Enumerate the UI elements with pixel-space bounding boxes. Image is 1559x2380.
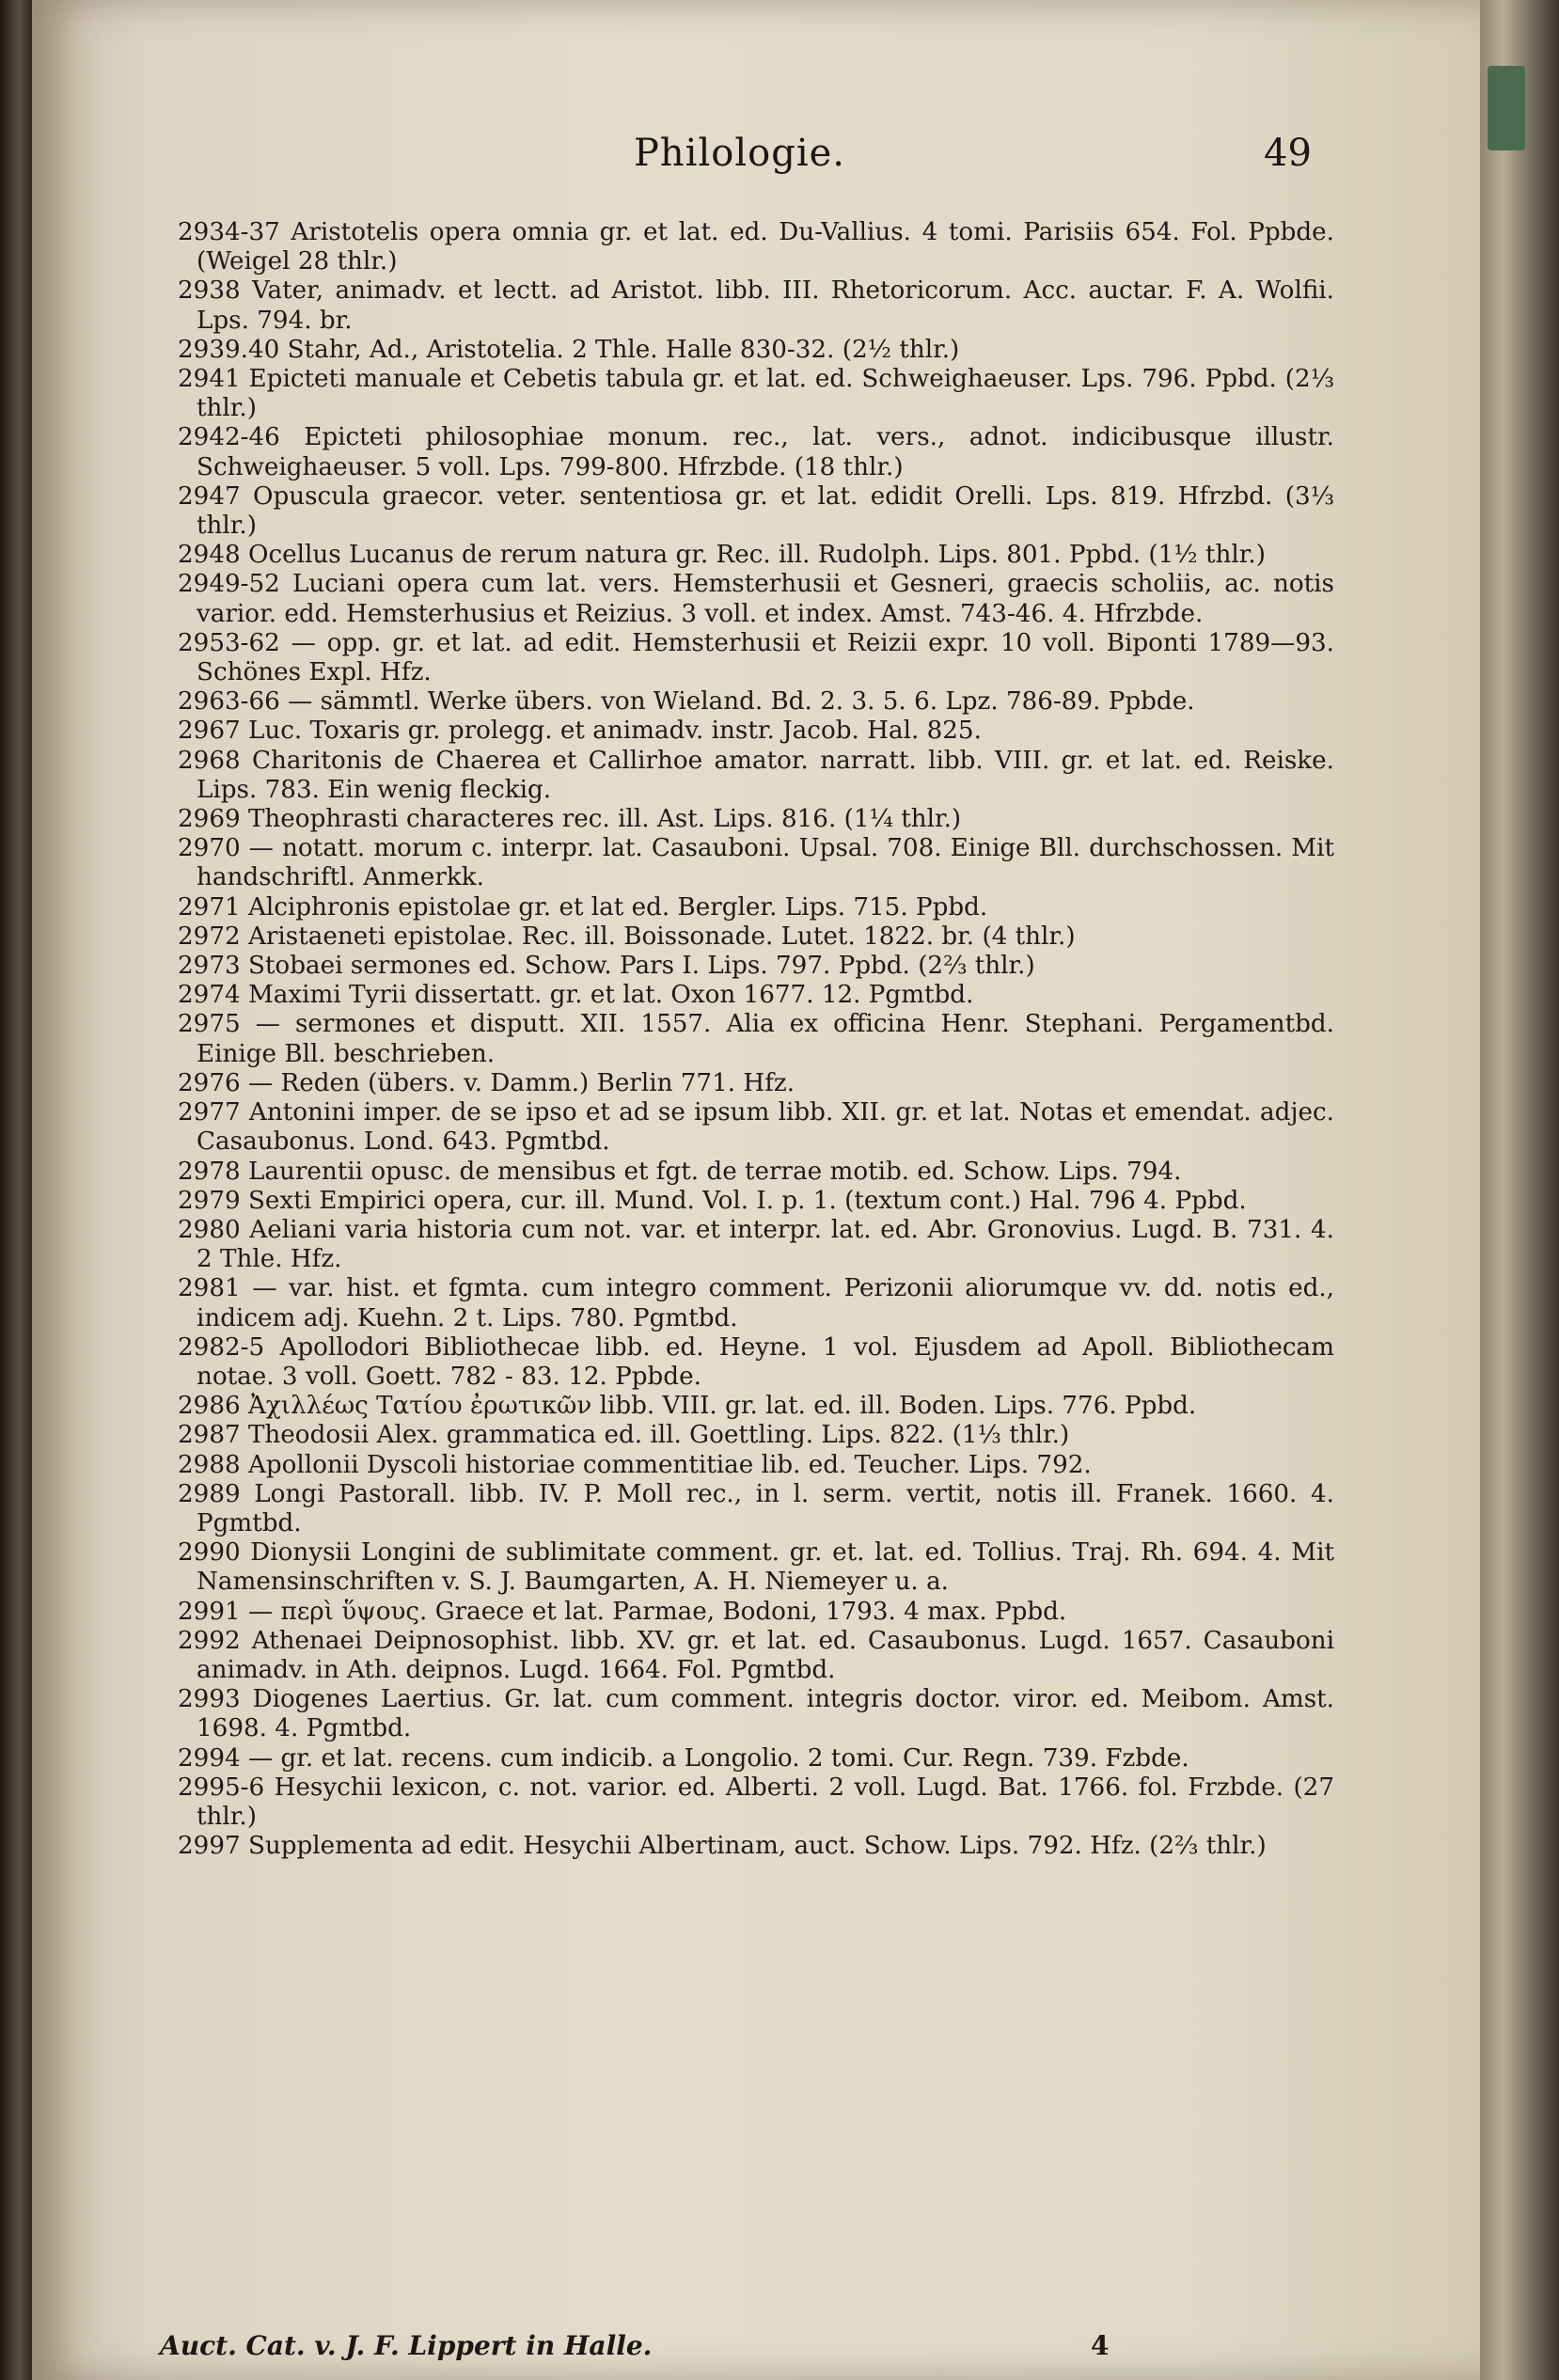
entry-2987: 2987 Theodosii Alex. grammatica ed. ill. Goettling. Lips. 822. (1⅓ thlr.) xyxy=(178,1421,1070,1450)
entry-2942: 2942-46 Epicteti philosophiae monum. rec., lat. vers., adnot. indicibusque illustr. Schweighaeuser. 5 voll. Lps. 799-800. Hfrzbde. (18 thlr.) xyxy=(178,423,1334,481)
entry-2993: 2993 Diogenes Laertius. Gr. lat. cum comment. integris doctor. viror. ed. Meibom. Amst. 1698. 4. Pgmtbd. xyxy=(178,1685,1334,1743)
book-page xyxy=(32,0,1480,2380)
entry-2981: 2981 — var. hist. et fgmta. cum integro comment. Perizonii aliorumque vv. dd. notis ed., indicem adj. Kuehn. 2 t. Lips. 780. Pgmtbd. xyxy=(178,1274,1334,1332)
page-number: 49 xyxy=(1264,132,1312,175)
entry-2995: 2995-6 Hesychii lexicon, c. not. varior. ed. Alberti. 2 voll. Lugd. Bat. 1766. fol. Frzbde. (27 thlr.) xyxy=(178,1773,1334,1831)
entry-2974: 2974 Maximi Tyrii dissertatt. gr. et lat. Oxon 1677. 12. Pgmtbd. xyxy=(178,981,974,1010)
page-header xyxy=(32,132,1480,197)
entry-2992: 2992 Athenaei Deipnosophist. libb. XV. gr. et lat. ed. Casaubonus. Lugd. 1657. Casauboni animadv. in Ath. deipnos. Lugd. 1664. Fol. Pgmtbd. xyxy=(178,1626,1334,1684)
entry-2986: 2986 Ἀχιλλέως Τατίου ἐρωτικῶν libb. VIII. gr. lat. ed. ill. Boden. Lips. 776. Ppbd. xyxy=(178,1392,1197,1421)
catalogue-entries xyxy=(178,218,1334,1861)
entry-2968: 2968 Charitonis de Chaerea et Callirhoe amator. narratt. libb. VIII. gr. et lat. ed. Reiske. Lips. 783. Ein wenig fleckig. xyxy=(178,746,1334,804)
entry-2969: 2969 Theophrasti characteres rec. ill. Ast. Lips. 816. (1¼ thlr.) xyxy=(178,805,962,834)
bookmark-tab xyxy=(1488,66,1525,150)
entry-2989: 2989 Longi Pastorall. libb. IV. P. Moll rec., in l. serm. vertit, notis ill. Franek. 1660. 4. Pgmtbd. xyxy=(178,1479,1334,1537)
page-footer xyxy=(160,2330,1326,2368)
entry-2953: 2953-62 — opp. gr. et lat. ad edit. Hemsterhusii et Reizii expr. 10 voll. Biponti 1789—93. Schönes Expl. Hfz. xyxy=(178,628,1334,687)
entry-2980: 2980 Aeliani varia historia cum not. var. et interpr. lat. ed. Abr. Gronovius. Lugd. B. 731. 4. 2 Thle. Hfz. xyxy=(178,1215,1334,1274)
entry-2991: 2991 — περὶ ὕψους. Graece et lat. Parmae, Bodoni, 1793. 4 max. Ppbd. xyxy=(178,1597,1067,1626)
entry-2971: 2971 Alciphronis epistolae gr. et lat ed. Bergler. Lips. 715. Ppbd. xyxy=(178,892,988,922)
entry-2982: 2982-5 Apollodori Bibliothecae libb. ed. Heyne. 1 vol. Ejusdem ad Apoll. Bibliothecam notae. 3 voll. Goett. 782 - 83. 12. Ppbde. xyxy=(178,1332,1334,1391)
entry-2947: 2947 Opuscula graecor. veter. sententiosa gr. et lat. edidit Orelli. Lps. 819. Hfrzbd. (3⅓ thlr.) xyxy=(178,481,1334,541)
entry-2972: 2972 Aristaeneti epistolae. Rec. ill. Boissonade. Lutet. 1822. br. (4 thlr.) xyxy=(178,922,1076,951)
entry-2975: 2975 — sermones et disputt. XII. 1557. Alia ex officina Henr. Stephani. Pergamentbd. Einige Bll. beschrieben. xyxy=(178,1010,1334,1068)
entry-2979: 2979 Sexti Empirici opera, cur. ill. Mund. Vol. I. p. 1. (textum cont.) Hal. 796 4. Ppbd. xyxy=(178,1186,1247,1215)
footer-imprint: Auct. Cat. v. J. F. Lippert in Halle. xyxy=(160,2330,653,2361)
entry-2963: 2963-66 — sämmtl. Werke übers. von Wieland. Bd. 2. 3. 5. 6. Lpz. 786-89. Ppbde. xyxy=(178,687,1195,717)
entry-2970: 2970 — notatt. morum c. interpr. lat. Casauboni. Upsal. 708. Einige Bll. durchschossen. Mit handschriftl. Anmerkk. xyxy=(178,834,1334,892)
previous-page-edge xyxy=(0,0,32,2380)
signature-mark: 4 xyxy=(1091,2330,1110,2361)
entry-2988: 2988 Apollonii Dyscoli historiae commentitiae lib. ed. Teucher. Lips. 792. xyxy=(178,1450,1092,1479)
entry-2997: 2997 Supplementa ad edit. Hesychii Albertinam, auct. Schow. Lips. 792. Hfz. (2⅔ thlr.) xyxy=(178,1832,1267,1861)
entry-2948: 2948 Ocellus Lucanus de rerum natura gr. Rec. ill. Rudolph. Lips. 801. Ppbd. (1½ thlr.) xyxy=(178,541,1266,570)
running-head: Philologie. xyxy=(634,132,846,175)
entry-2934: 2934-37 Aristotelis opera omnia gr. et lat. ed. Du-Vallius. 4 tomi. Parisiis 654. Fol. Ppbde. (Weigel 28 thlr.) xyxy=(178,218,1334,276)
entry-2938: 2938 Vater, animadv. et lectt. ad Aristot. libb. III. Rhetoricorum. Acc. auctar. F. A. Wolfii. Lps. 794. br. xyxy=(178,276,1334,335)
entry-2939: 2939.40 Stahr, Ad., Aristotelia. 2 Thle. Halle 830-32. (2½ thlr.) xyxy=(178,335,960,364)
entry-2967: 2967 Luc. Toxaris gr. prolegg. et animadv. instr. Jacob. Hal. 825. xyxy=(178,717,982,746)
entry-2978: 2978 Laurentii opusc. de mensibus et fgt. de terrae motib. ed. Schow. Lips. 794. xyxy=(178,1157,1182,1186)
entry-2941: 2941 Epicteti manuale et Cebetis tabula gr. et lat. ed. Schweighaeuser. Lps. 796. Ppbd. (2⅓ thlr.) xyxy=(178,365,1334,423)
entry-2949: 2949-52 Luciani opera cum lat. vers. Hemsterhusii et Gesneri, graecis scholiis, ac. notis varior. edd. Hemsterhusius et Reizius. 3 voll. et index. Amst. 743-46. 4. Hfrzbde. xyxy=(178,570,1334,628)
entry-2994: 2994 — gr. et lat. recens. cum indicib. a Longolio. 2 tomi. Cur. Regn. 739. Fzbde. xyxy=(178,1743,1189,1773)
entry-2973: 2973 Stobaei sermones ed. Schow. Pars I. Lips. 797. Ppbd. (2⅔ thlr.) xyxy=(178,952,1035,981)
page-fore-edge xyxy=(1480,0,1559,2380)
entry-2977: 2977 Antonini imper. de se ipso et ad se ipsum libb. XII. gr. et lat. Notas et emendat. adjec. Casaubonus. Lond. 643. Pgmtbd. xyxy=(178,1098,1334,1157)
entry-2976: 2976 — Reden (übers. v. Damm.) Berlin 771. Hfz. xyxy=(178,1068,795,1097)
entry-2990: 2990 Dionysii Longini de sublimitate comment. gr. et. lat. ed. Tollius. Traj. Rh. 694. 4. Mit Namensinschriften v. S. J. Baumgarten, A. H. Niemeyer u. a. xyxy=(178,1538,1334,1597)
